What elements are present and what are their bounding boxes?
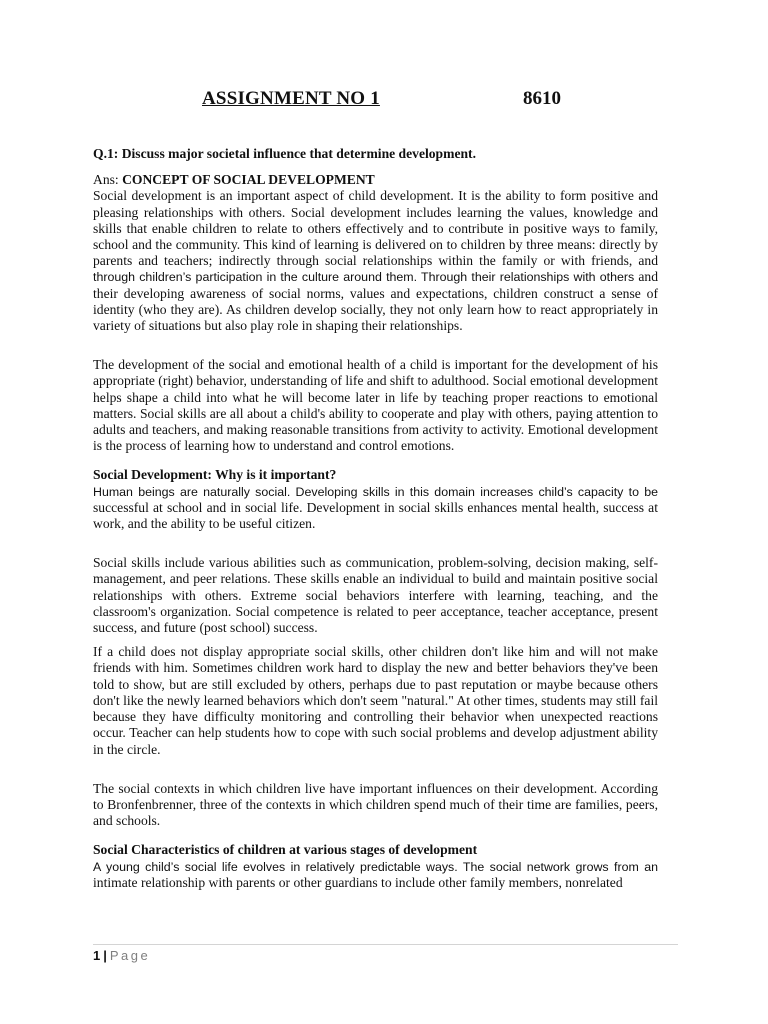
page-label: Page [109,948,151,963]
question-text: Q.1: Discuss major societal influence that determine development. [93,146,476,161]
course-code: 8610 [523,88,561,109]
assignment-title: ASSIGNMENT NO 1 [202,88,380,109]
section-heading-characteristics: Social Characteristics of children at various stages of development [93,842,478,858]
paragraph-7-part-b: intimate relationship with parents or other guardians to include other family members, nonrelated [93,874,623,890]
section-heading-importance: Social Development: Why is it important? [93,467,337,483]
paragraph-5: If a child does not display appropriate social skills, other children don't like him and will not make friends with him. Sometimes children work hard to display the new and better behaviors they've been told to show, but are still excluded by others, perhaps due to past reputation or maybe because others don't like the newly learned behaviors which don't seem "natural." At other times, students may still fail because they have difficulty monitoring and controlling their behavior when unexpected reactions occur. Teacher can help students how to cope with such social problems and develop adjustment ability in the circle. [93,644,658,757]
paragraph-1-part-b: through children’s participation in the culture around them. Through their relationships with others [93,270,635,285]
paragraph-3 [93,484,658,533]
paragraph-6: The social contexts in which children live have important influences on their development. According to Bronfenbrenner, three of the contexts in which children spend much of their time are families, peers, and schools. [93,780,658,829]
title-row [0,88,768,112]
answer-heading [93,172,658,188]
answer-prefix: Ans: [93,172,123,188]
footer-divider [93,944,678,945]
paragraph-7 [93,859,658,891]
paragraph-2: The development of the social and emotional health of a child is important for the development of his appropriate (right) behavior, understanding of life and shift to adulthood. Social emotional development helps shape a child into what he will become later in life by teaching proper reactions to emotional matters. Social skills are all about a child's ability to cooperate and play with others, paying attention to adults and teachers, and making reasonable transitions from activity to activity. Emotional development is the process of learning how to understand and control emotions. [93,357,658,454]
paragraph-4: Social skills include various abilities such as communication, problem-solving, decision making, self-management, and peer relations. These skills enable an individual to build and maintain positive social relationships with others. Extreme social behaviors interfere with learning, teaching, and the classroom's organization. Social competence is related to peer acceptance, teacher acceptance, present success, and future (post school) success. [93,555,658,636]
paragraph-1 [93,188,658,334]
paragraph-3-part-a: Human beings are naturally social. Developing skills in this domain increases child’s capacity to be [93,484,658,499]
footer-separator: | [103,948,107,963]
page-number: 1 [93,948,101,963]
paragraph-3-part-b: successful at school and in social life. Development in social skills enhances mental health, success at work, and the ability to be useful citizen. [93,499,658,532]
concept-heading: CONCEPT OF SOCIAL DEVELOPMENT [122,172,375,188]
paragraph-1-part-c: and their developing awareness of social norms, values and expectations, children construct a sense of identity (who they are). As children develop socially, they not only learn how to react appropriately in variety of situations but also play role in shaping their relationships. [93,269,658,334]
document-body [93,146,658,891]
paragraph-1-part-a: Social development is an important aspect of child development. It is the ability to form positive and pleasing relationships with others. Social development includes learning the values, knowledge and skills that enable children to relate to others effectively and to contribute in positive ways to family, school and the community. This kind of learning is delivered on to children by three means: directly by parents and teachers; indirectly through social relationships within the family or with friends, and [93,188,658,269]
page-footer [93,948,150,963]
paragraph-7-part-a: A young child’s social life evolves in relatively predictable ways. The social network grows from an [93,859,658,874]
